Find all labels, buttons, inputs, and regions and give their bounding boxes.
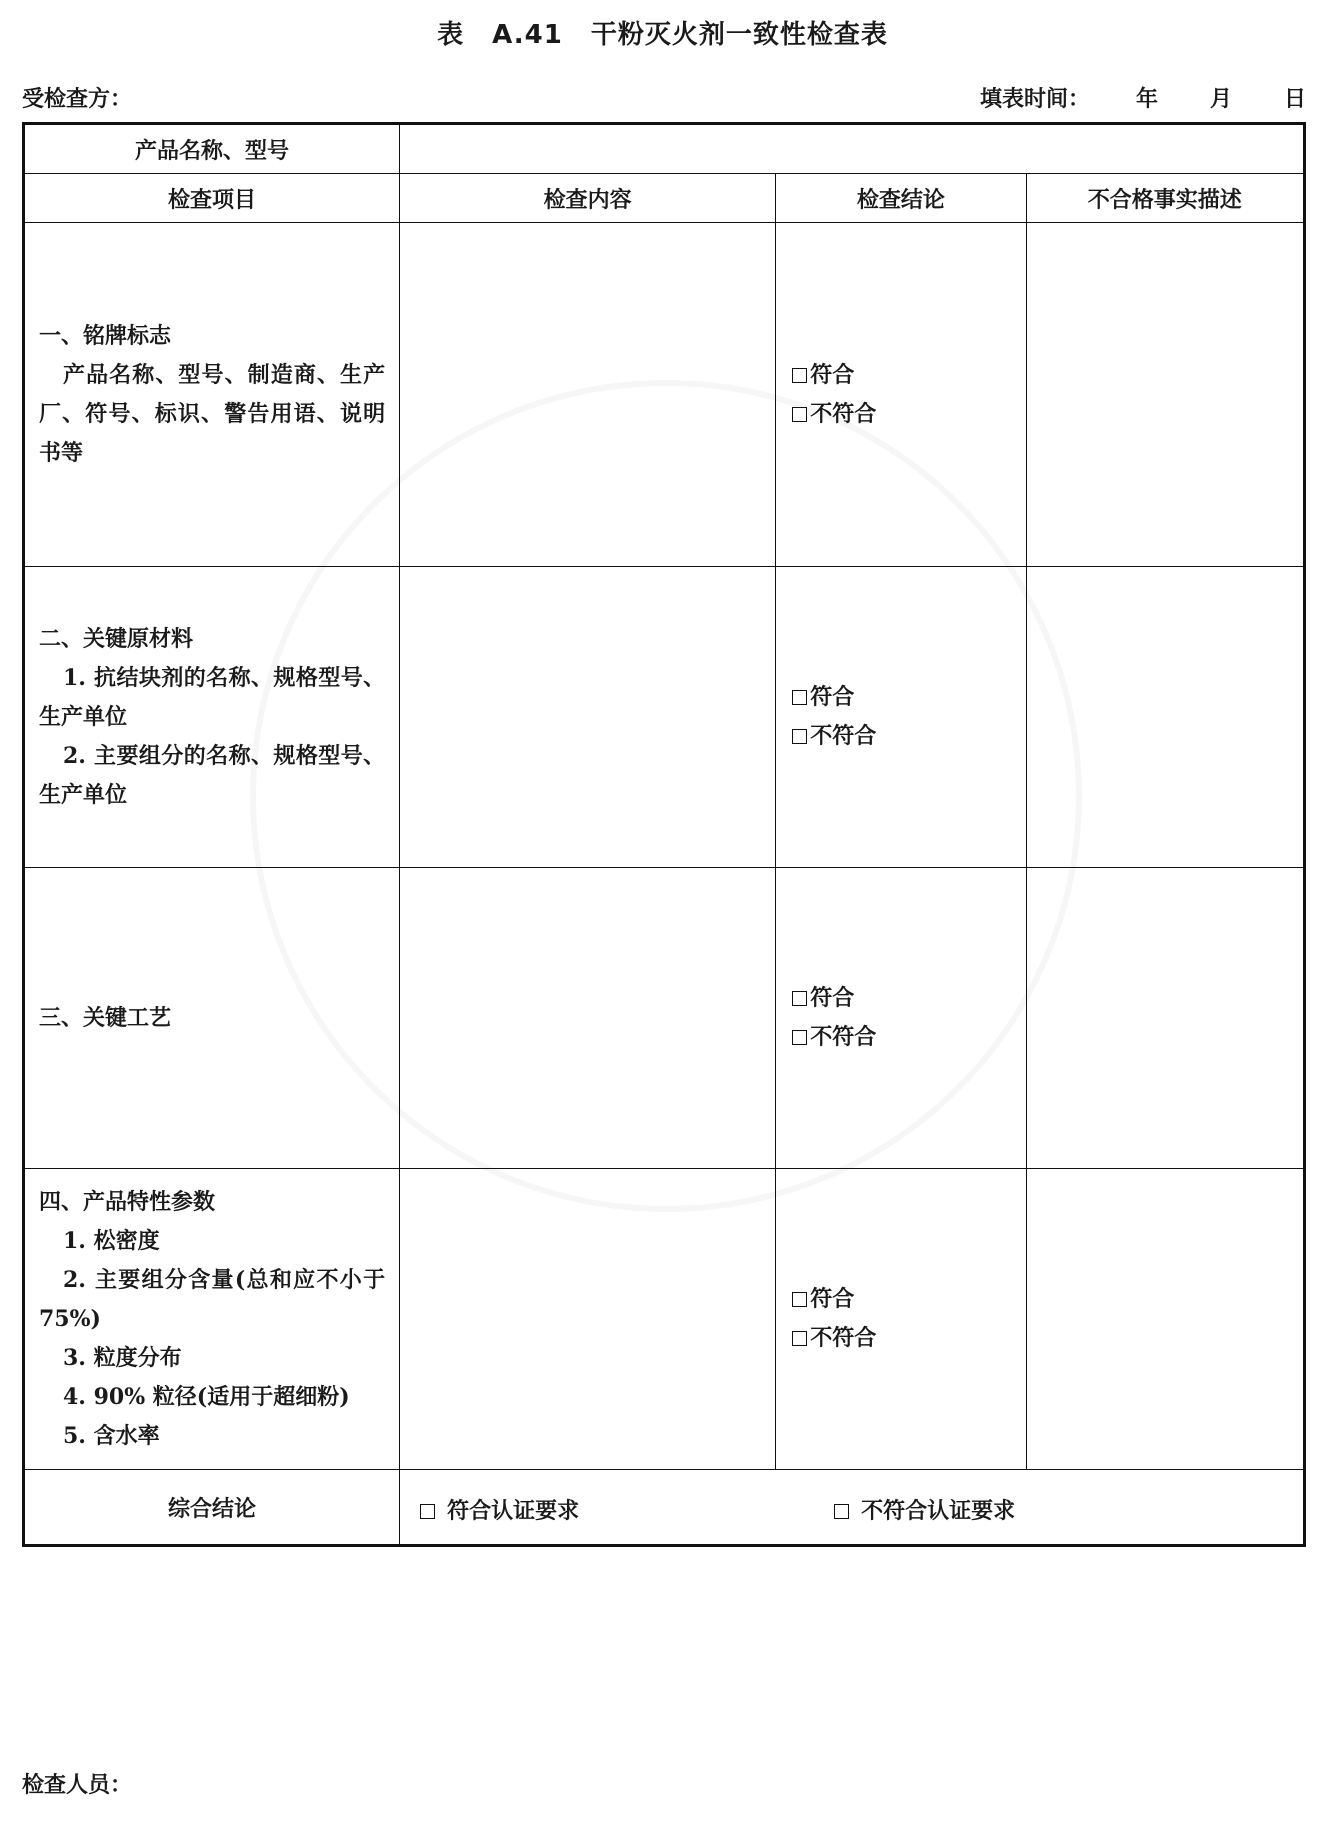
item-line: 1. 抗结块剂的名称、规格型号、生产单位: [39, 664, 386, 730]
checkbox-icon[interactable]: [792, 690, 807, 705]
summary-conform-label: 符合认证要求: [447, 1498, 580, 1524]
item-heading: 四、产品特性参数: [39, 1188, 216, 1215]
conform-label: 符合: [810, 985, 855, 1011]
inspection-item: [24, 567, 400, 868]
inspection-content-cell[interactable]: [400, 868, 776, 1169]
col-header-nonconformity: 不合格事实描述: [1026, 174, 1304, 223]
item-line: 4. 90% 粒径(适用于超细粉): [63, 1383, 350, 1410]
summary-nonconform-label: 不符合认证要求: [861, 1498, 1016, 1524]
inspected-party-label: 受检查方：: [22, 86, 133, 112]
conform-option[interactable]: [792, 356, 1025, 395]
conclusion-cell: [776, 223, 1026, 567]
fill-time-label: 填表时间：: [979, 86, 1090, 112]
conform-option[interactable]: [792, 678, 1025, 717]
fill-time: [980, 82, 1306, 113]
inspection-item: [24, 868, 400, 1169]
checkbox-icon[interactable]: [792, 1030, 807, 1045]
inspection-content-cell[interactable]: [400, 1169, 776, 1470]
item-line: 1. 松密度: [63, 1227, 160, 1254]
item-heading: 一、铭牌标志: [39, 322, 172, 349]
summary-options: [400, 1470, 1303, 1544]
conform-label: 符合: [810, 361, 855, 388]
nonconform-option[interactable]: [792, 1018, 1025, 1057]
inspection-item: [24, 223, 400, 567]
inspection-content-cell[interactable]: [400, 223, 776, 567]
inspection-table: [22, 122, 1306, 1547]
nonconform-label: 不符合: [810, 1325, 877, 1351]
conform-option[interactable]: [792, 1280, 1025, 1319]
nonconform-label: 不符合: [810, 400, 877, 427]
conform-option[interactable]: [792, 979, 1025, 1018]
item-line: 5. 含水率: [63, 1422, 160, 1449]
nonconform-label: 不符合: [810, 723, 877, 749]
checkbox-icon[interactable]: [834, 1504, 849, 1519]
product-name-value[interactable]: [400, 124, 1305, 174]
checkbox-icon[interactable]: [792, 991, 807, 1006]
item-heading: 三、关键工艺: [39, 1004, 172, 1031]
summary-row: [24, 1470, 1305, 1546]
table-row: [24, 223, 1305, 567]
checkbox-icon[interactable]: [792, 1292, 807, 1307]
checkbox-icon[interactable]: [420, 1504, 435, 1519]
nonconform-option[interactable]: [792, 395, 1025, 434]
checkbox-icon[interactable]: [792, 1331, 807, 1346]
nonconformity-description-cell[interactable]: [1026, 1169, 1304, 1470]
item-heading: 二、关键原材料: [39, 625, 194, 652]
page-title: 表 A.41 干粉灭火剂一致性检查表: [437, 20, 888, 50]
nonconform-option[interactable]: [792, 717, 1025, 756]
summary-nonconform-option[interactable]: [834, 1494, 1015, 1525]
table-row: [24, 567, 1305, 868]
day-label: 日: [1283, 86, 1306, 112]
conform-label: 符合: [810, 684, 855, 710]
summary-conform-option[interactable]: [420, 1494, 579, 1525]
inspection-content-cell[interactable]: [400, 567, 776, 868]
nonconformity-description-cell[interactable]: [1026, 567, 1304, 868]
product-name-label: 产品名称、型号: [24, 124, 400, 174]
nonconform-option[interactable]: [792, 1319, 1025, 1358]
col-header-conclusion: 检查结论: [776, 174, 1026, 223]
year-label: 年: [1135, 86, 1158, 112]
item-line: 产品名称、型号、制造商、生产厂、符号、标识、警告用语、说明书等: [39, 361, 386, 466]
checkbox-icon[interactable]: [792, 729, 807, 744]
conclusion-cell: [776, 1169, 1026, 1470]
item-line: 2. 主要组分含量(总和应不小于 75%): [39, 1266, 386, 1332]
item-line: 3. 粒度分布: [63, 1344, 182, 1371]
checkbox-icon[interactable]: [792, 368, 807, 383]
table-row: [24, 1169, 1305, 1470]
nonconform-label: 不符合: [810, 1024, 877, 1050]
nonconformity-description-cell[interactable]: [1026, 223, 1304, 567]
month-label: 月: [1209, 86, 1232, 112]
product-name-row: [24, 124, 1305, 174]
nonconformity-description-cell[interactable]: [1026, 868, 1304, 1169]
inspection-item: [24, 1169, 400, 1470]
summary-options-cell: [400, 1470, 1305, 1546]
conclusion-cell: [776, 868, 1026, 1169]
checkbox-icon[interactable]: [792, 407, 807, 422]
column-header-row: [24, 174, 1305, 223]
table-row: [24, 868, 1305, 1169]
conform-label: 符合: [810, 1286, 855, 1312]
form-header: [22, 82, 1306, 116]
col-header-item: 检查项目: [24, 174, 400, 223]
col-header-content: 检查内容: [400, 174, 776, 223]
item-line: 2. 主要组分的名称、规格型号、生产单位: [39, 742, 386, 808]
summary-label: 综合结论: [24, 1470, 400, 1546]
conclusion-cell: [776, 567, 1026, 868]
inspector-label: 检查人员：: [22, 1772, 133, 1798]
